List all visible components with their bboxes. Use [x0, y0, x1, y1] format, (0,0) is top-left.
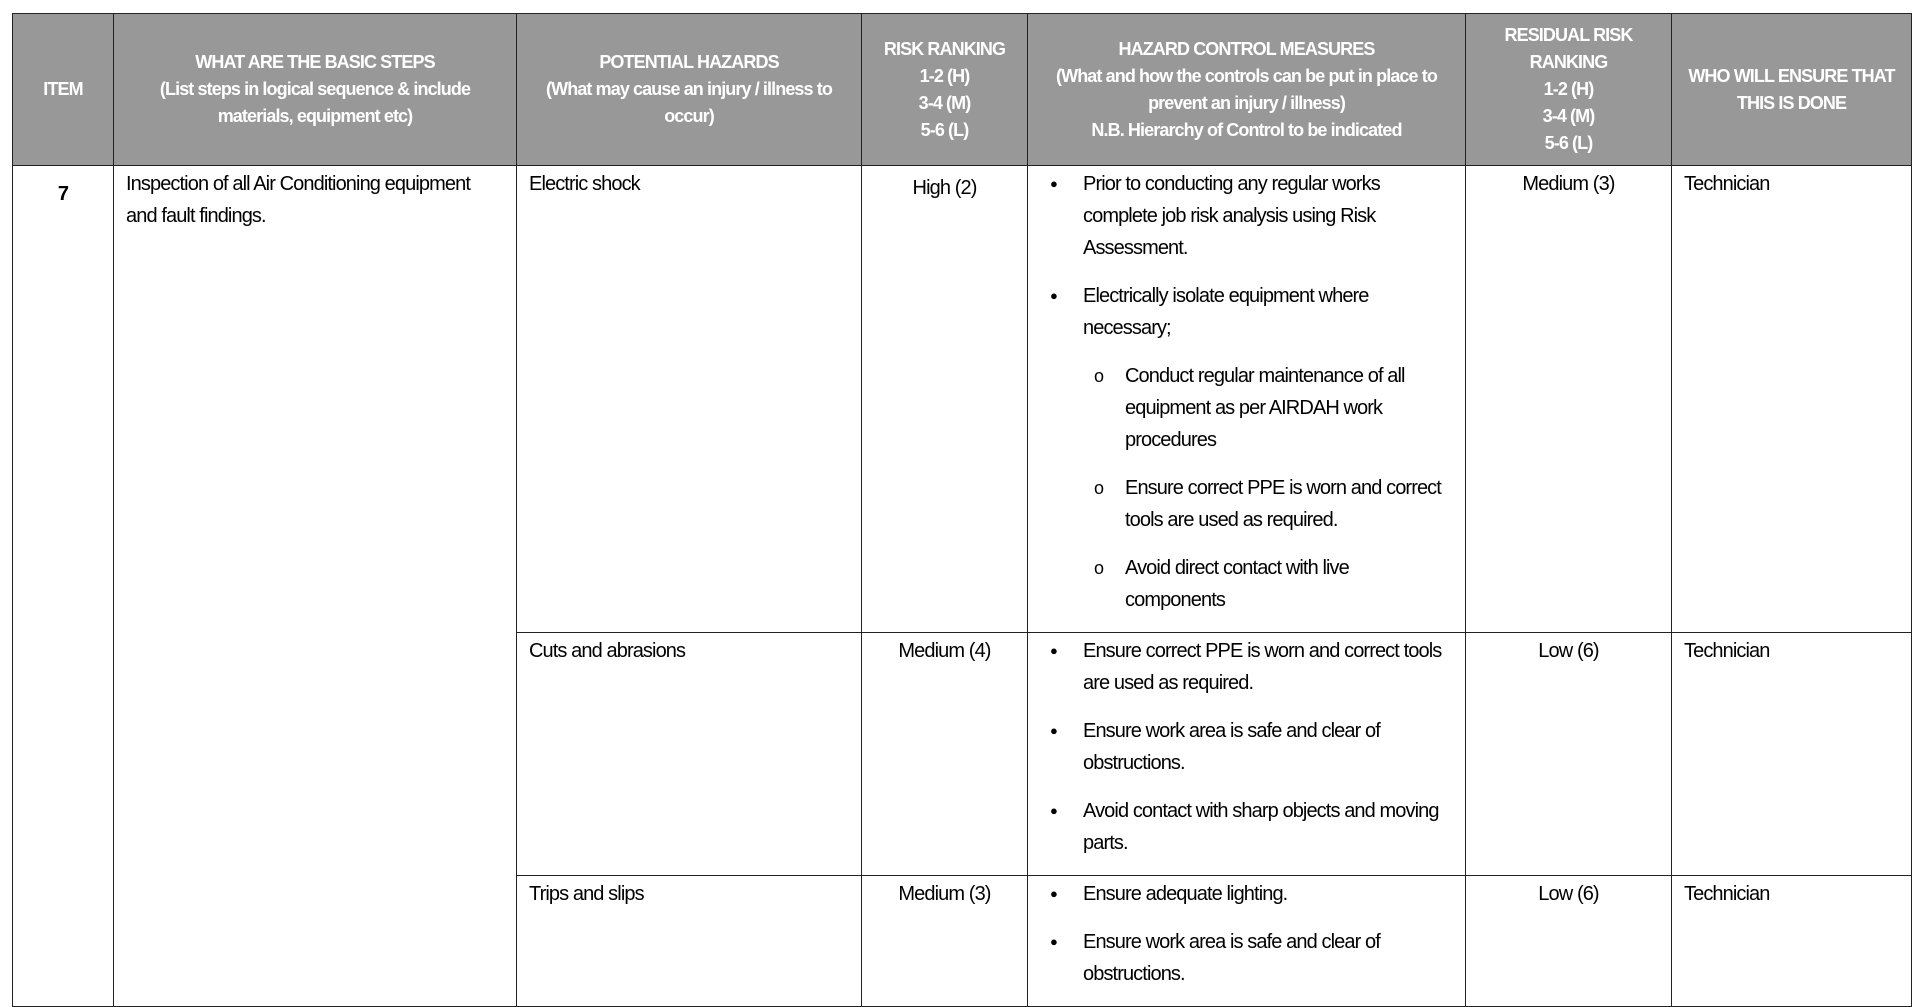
header-residual-l: 5-6 (L) [1544, 133, 1593, 153]
residual-risk: Low (6) [1466, 876, 1672, 1007]
hazard: Trips and slips [517, 876, 862, 1007]
control-measures [1028, 876, 1466, 1007]
table-row [13, 166, 1912, 633]
hazard: Electric shock [517, 166, 862, 633]
header-hazards [517, 14, 862, 166]
header-risk-m: 3-4 (M) [918, 92, 971, 113]
header-steps-title: WHAT ARE THE BASIC STEPS [195, 52, 435, 72]
hazard: Cuts and abrasions [517, 633, 862, 876]
risk-ranking: High (2) [862, 166, 1028, 633]
responsible-person: Technician [1672, 166, 1912, 633]
header-steps [114, 14, 517, 166]
header-residual-title: RESIDUAL RISK RANKING [1504, 25, 1633, 72]
responsible-person: Technician [1672, 876, 1912, 1007]
control-subitem: o Conduct regular maintenance of all equipment as per AIRDAH work procedures [1040, 360, 1453, 456]
header-steps-sub: (List steps in logical sequence & include materials, equipment etc) [159, 79, 471, 126]
control-item: ● Ensure work area is safe and clear of obstructions. [1040, 926, 1453, 990]
control-measures [1028, 166, 1466, 633]
header-who-title: WHO WILL ENSURE THAT THIS IS DONE [1688, 65, 1895, 113]
header-hazards-sub: (What may cause an injury / illness to occur) [546, 79, 832, 126]
header-who [1672, 14, 1912, 166]
header-hazards-title: POTENTIAL HAZARDS [599, 52, 779, 72]
header-risk-title: RISK RANKING [883, 38, 1006, 59]
control-item: ● Electrically isolate equipment where necessary; [1040, 280, 1453, 344]
control-item: ● Ensure correct PPE is worn and correct tools are used as required. [1040, 635, 1453, 699]
header-risk-l: 5-6 (L) [920, 119, 969, 140]
item-number: 7 [13, 166, 114, 1007]
header-risk-h: 1-2 (H) [919, 65, 970, 86]
header-controls [1028, 14, 1466, 166]
risk-ranking: Medium (4) [862, 633, 1028, 876]
residual-risk: Low (6) [1466, 633, 1672, 876]
header-controls-sub: (What and how the controls can be put in place to prevent an injury / illness) [1056, 65, 1437, 113]
header-residual-m: 3-4 (M) [1542, 106, 1595, 126]
header-residual [1466, 14, 1672, 166]
header-item [13, 14, 114, 166]
control-item: ● Ensure adequate lighting. [1040, 878, 1453, 910]
control-measures [1028, 633, 1466, 876]
header-controls-note: N.B. Hierarchy of Control to be indicated [1091, 119, 1402, 140]
basic-step: Inspection of all Air Conditioning equipment and fault findings. [114, 166, 517, 1007]
residual-risk: Medium (3) [1466, 166, 1672, 633]
header-risk [862, 14, 1028, 166]
control-subitem: o Avoid direct contact with live components [1040, 552, 1453, 616]
control-item: ● Avoid contact with sharp objects and moving parts. [1040, 795, 1453, 859]
header-row [13, 14, 1912, 166]
control-subitem: o Ensure correct PPE is worn and correct tools are used as required. [1040, 472, 1453, 536]
control-item: ● Ensure work area is safe and clear of obstructions. [1040, 715, 1453, 779]
risk-assessment-table [12, 13, 1912, 1007]
responsible-person: Technician [1672, 633, 1912, 876]
header-controls-title: HAZARD CONTROL MEASURES [1118, 38, 1375, 59]
control-item: ● Prior to conducting any regular works complete job risk analysis using Risk Assessment. [1040, 168, 1453, 264]
header-residual-h: 1-2 (H) [1543, 79, 1594, 99]
risk-ranking: Medium (3) [862, 876, 1028, 1007]
header-item-label: ITEM [43, 79, 83, 99]
